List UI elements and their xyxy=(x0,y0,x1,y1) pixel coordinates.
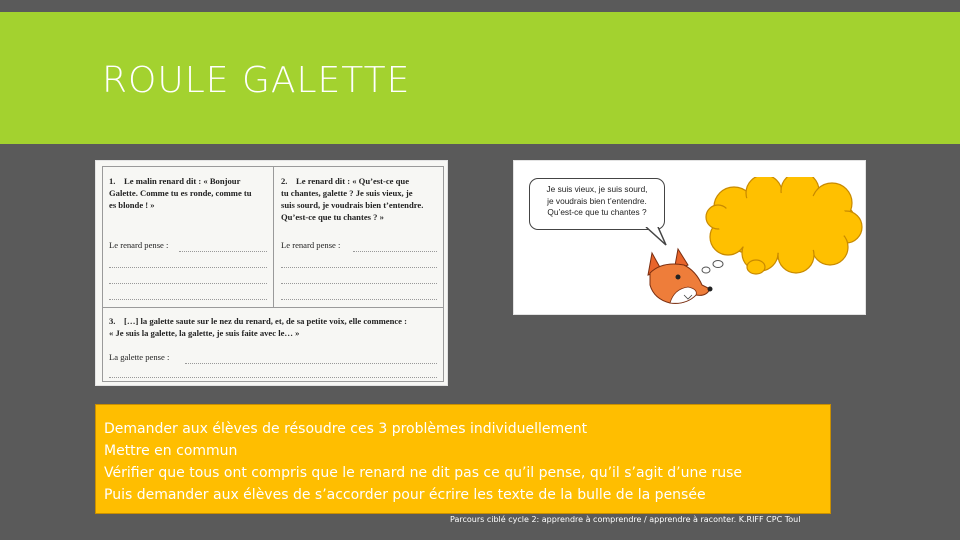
answer-line xyxy=(179,251,267,252)
worksheet-grid xyxy=(102,166,444,382)
question-1-think-label: Le renard pense : xyxy=(109,240,169,250)
top-bar xyxy=(0,0,960,12)
answer-line xyxy=(109,283,267,284)
answer-line xyxy=(353,251,437,252)
fox-head-icon xyxy=(644,245,714,309)
question-2-think-label: Le renard pense : xyxy=(281,240,341,250)
slide-title: ROULE GALETTE xyxy=(102,60,411,101)
instruction-line: Mettre en commun xyxy=(104,443,238,459)
worksheet-image xyxy=(95,160,448,386)
answer-line xyxy=(281,283,437,284)
instruction-line: Puis demander aux élèves de s’accorder pour écrire les texte de la bulle de la pensée xyxy=(104,487,706,503)
question-3: 3. […] la galette saute sur le nez du renard, et, de sa petite voix, elle commence : « Je suis la galette, la galette, je suis faite avec le… » xyxy=(109,316,408,338)
question-1: 1. Le malin renard dit : « Bonjour Galette. Comme tu es ronde, comme tu es blonde ! » xyxy=(109,176,252,210)
instruction-line: Vérifier que tous ont compris que le renard ne dit pas ce qu’il pense, qu’il s’agit d’une ruse xyxy=(104,465,742,481)
answer-line xyxy=(109,377,437,378)
answer-line xyxy=(185,363,437,364)
fox-image xyxy=(513,160,866,315)
answer-line xyxy=(109,299,267,300)
speech-bubble: Je suis vieux, je suis sourd, je voudrais bien t’entendre. Qu’est-ce que tu chantes ? xyxy=(529,178,665,230)
footer-credit: Parcours ciblé cycle 2: apprendre à comprendre / apprendre à raconter. K.RIFF CPC Toul xyxy=(450,515,801,524)
instructions-box xyxy=(95,404,831,514)
question-2: 2. Le renard dit : « Qu’est-ce que tu chantes, galette ? Je suis vieux, je suis sourd, je voudrais bien t’entendre. Qu’est-ce que tu chantes ? » xyxy=(281,176,424,222)
instruction-line: Demander aux élèves de résoudre ces 3 problèmes individuellement xyxy=(104,421,588,437)
answer-line xyxy=(109,267,267,268)
question-3-think-label: La galette pense : xyxy=(109,352,170,362)
answer-line xyxy=(281,267,437,268)
grid-divider-horizontal xyxy=(103,307,443,308)
grid-divider-vertical xyxy=(273,167,274,307)
answer-line xyxy=(281,299,437,300)
